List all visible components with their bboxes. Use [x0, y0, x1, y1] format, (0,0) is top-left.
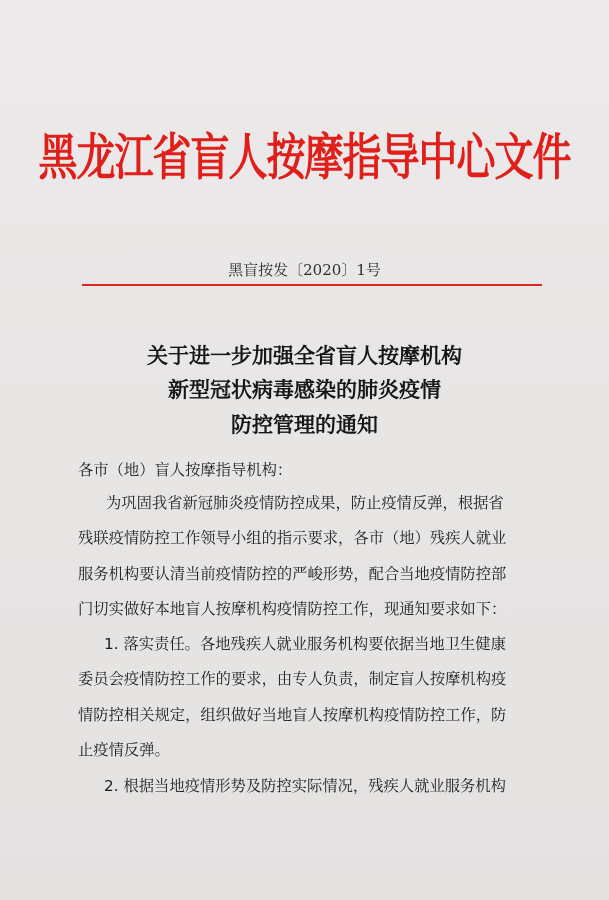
document-number: 黑盲按发〔2020〕1号 — [228, 261, 381, 279]
body-line: 1. 落实责任。各地残疾人就业服务机构要依据当地卫生健康 — [104, 635, 506, 653]
document-title-line-3: 防控管理的通知 — [231, 412, 378, 437]
letterhead-title: 黑龙江省盲人按摩指导中心文件 — [38, 128, 571, 188]
body-line: 止疫情反弹。 — [78, 741, 170, 759]
document-title-line-2: 新型冠状病毒感染的肺炎疫情 — [168, 377, 441, 402]
body-line: 委员会疫情防控工作的要求，由专人负责，制定盲人按摩机构疫 — [78, 670, 507, 688]
document-title-line-1: 关于进一步加强全省盲人按摩机构 — [147, 343, 462, 368]
body-line: 为巩固我省新冠肺炎疫情防控成果，防止疫情反弹，根据省 — [106, 494, 504, 512]
body-line: 2. 根据当地疫情形势及防控实际情况，残疾人就业服务机构 — [104, 777, 506, 795]
body-line: 服务机构要认清当前疫情防控的严峻形势，配合当地疫情防控部 — [78, 565, 507, 583]
body-line: 情防控相关规定，组织做好当地盲人按摩机构疫情防控工作，防 — [78, 706, 507, 724]
red-divider-rule — [82, 284, 542, 286]
salutation: 各市（地）盲人按摩指导机构： — [78, 461, 293, 479]
body-line: 门切实做好本地盲人按摩机构疫情防控工作，现通知要求如下： — [78, 600, 507, 618]
body-line: 残联疫情防控工作领导小组的指示要求，各市（地）残疾人就业 — [78, 529, 507, 547]
